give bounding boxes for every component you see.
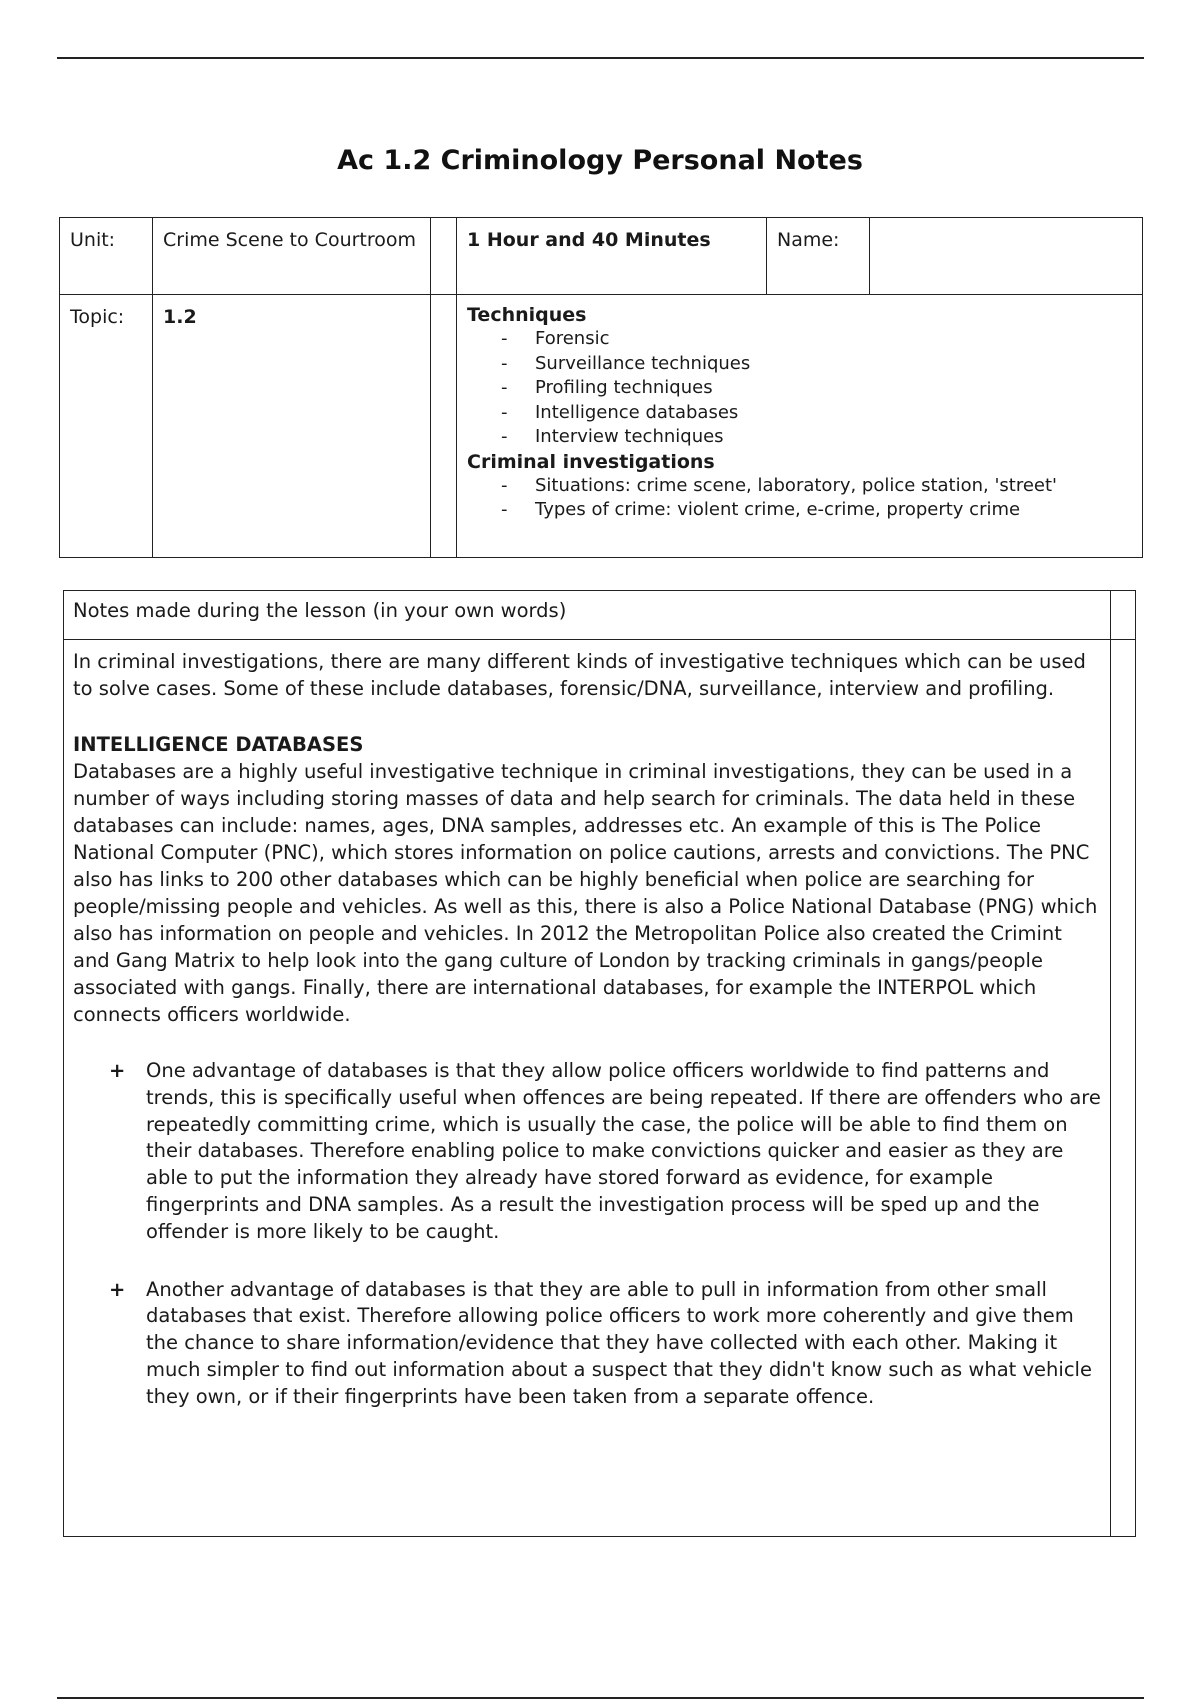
plus-icon: + [109, 1277, 126, 1301]
name-label: Name: [767, 218, 870, 295]
page-title: Ac 1.2 Criminology Personal Notes [337, 145, 863, 176]
list-item: - Intelligence databases [535, 401, 1132, 426]
notes-intro: In criminal investigations, there are many different kinds of investigative techniques which can be used to solve cases. Some of these include databases, forensic/DNA, surveillance, interview and profiling. [73, 650, 1086, 700]
notes-header-row [64, 591, 1136, 640]
list-item: - Profiling techniques [535, 376, 1132, 401]
top-rule [57, 57, 1144, 59]
list-item: - Forensic [535, 327, 1132, 352]
notes-body-row [64, 640, 1136, 1537]
advantage-text: Another advantage of databases is that they are able to pull in information from other small databases that exist. Therefore allowing police officers to work more coherently and give them the chance to share information/evidence that they have collected with each other. Making it much simpler to find out information about a suspect that they didn't know such as what vehicle they own, or if their fingerprints have been taken from a separate offence. [146, 1277, 1092, 1408]
lesson-info-row-unit [60, 218, 1143, 295]
techniques-heading: Techniques [467, 304, 587, 326]
investigations-heading: Criminal investigations [467, 450, 715, 473]
notes-table [63, 590, 1136, 1537]
list-item: - Situations: crime scene, laboratory, police station, 'street' [535, 474, 1132, 499]
unit-label: Unit: [60, 218, 153, 295]
techniques-list [467, 327, 1132, 450]
lesson-info-row-topic [60, 295, 1143, 558]
duration: 1 Hour and 40 Minutes [457, 218, 767, 295]
advantages-list [73, 1058, 1101, 1411]
notes-side-cell [1111, 591, 1136, 640]
list-item: - Types of crime: violent crime, e-crime, property crime [535, 498, 1132, 523]
bottom-rule [57, 1697, 1144, 1699]
notes-body [64, 640, 1111, 1537]
list-item: - Interview techniques [535, 425, 1132, 450]
plus-icon: + [109, 1059, 126, 1082]
list-item [109, 1058, 1101, 1246]
unit-value: Crime Scene to Courtroom [153, 218, 431, 295]
notes-side-cell [1111, 640, 1136, 1537]
list-item [109, 1277, 1101, 1411]
spacer-cell [431, 295, 457, 558]
list-item: - Surveillance techniques [535, 352, 1132, 377]
advantage-text: One advantage of databases is that they allow police officers worldwide to find patterns and trends, this is specifically useful when offences are being repeated. If there are offenders who are repeatedly committing crime, which is usually the case, the police will be able to find them on their databases. Therefore enabling police to make convictions quicker and easier as they are able to put the information they already have stored forward as evidence, for example fingerprints and DNA samples. As a result the investigation process will be sped up and the offender is more likely to be caught. [146, 1059, 1101, 1243]
spacer-cell [431, 218, 457, 295]
investigations-list [467, 474, 1132, 523]
section-heading: INTELLIGENCE DATABASES [73, 733, 364, 756]
name-field [870, 218, 1143, 295]
topic-label: Topic: [60, 295, 153, 558]
section-body: Databases are a highly useful investigative technique in criminal investigations, they can be used in a number of ways including storing masses of data and help search for criminals. The data held in these databases can include: names, ages, DNA samples, addresses etc. An example of this is The Police National Computer (PNC), which stores information on police cautions, arrests and convictions. The PNC also has links to 200 other databases which can be highly beneficial when police are searching for people/missing people and vehicles. As well as this, there is also a Police National Database (PNG) which also has information on people and vehicles. In 2012 the Metropolitan Police also created the Crimint and Gang Matrix to help look into the gang culture of London by tracking criminals in gangs/people associated with gangs. Finally, there are international databases, for example the INTERPOL which connects officers worldwide. [73, 760, 1098, 1026]
topic-content [457, 295, 1143, 558]
lesson-info-table [59, 217, 1143, 558]
topic-value: 1.2 [153, 295, 431, 558]
notes-header: Notes made during the lesson (in your own words) [64, 591, 1111, 640]
